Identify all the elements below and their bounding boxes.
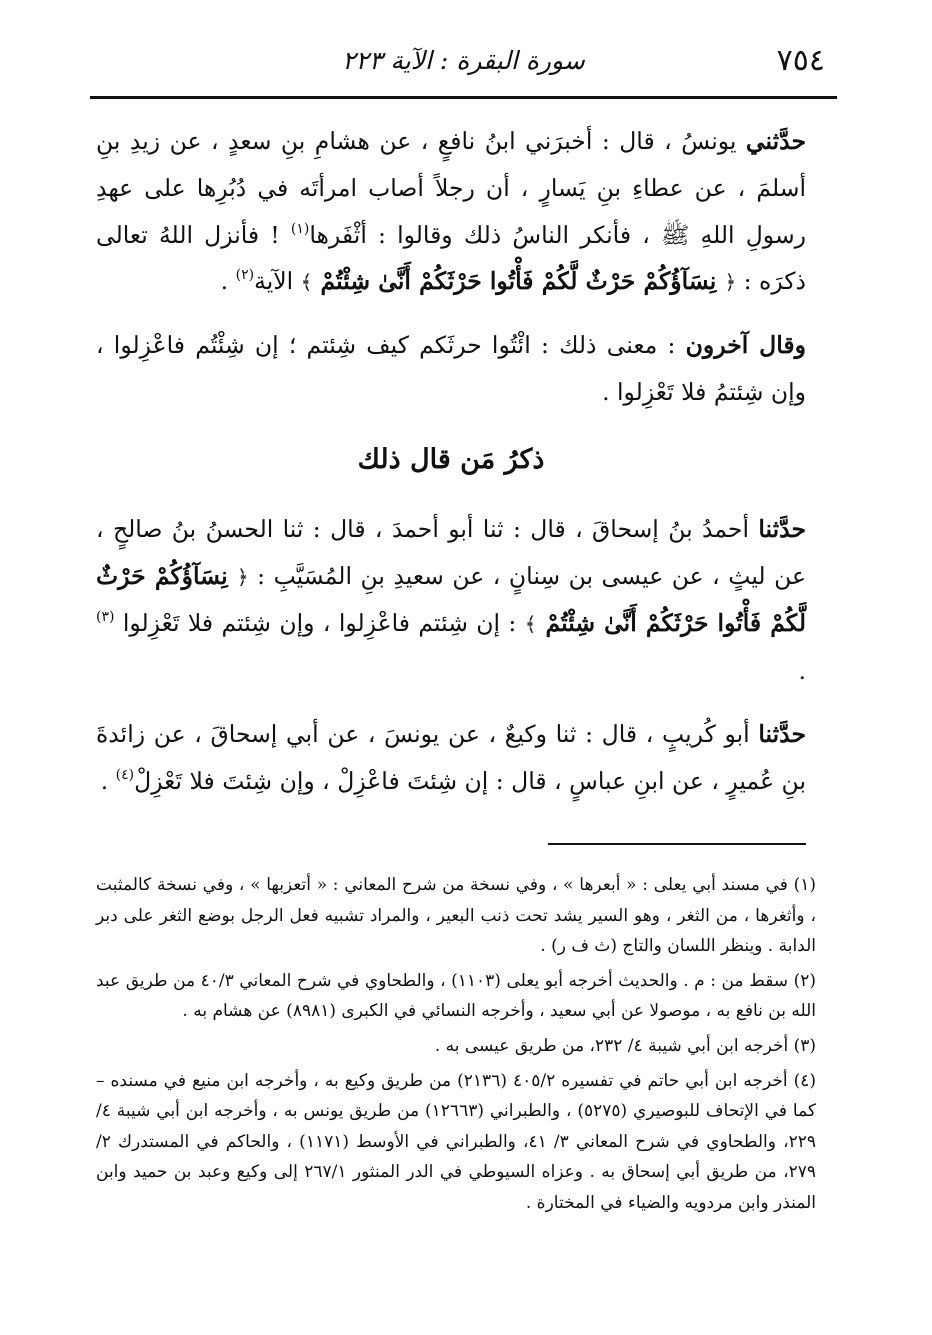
paragraph-lead: حدَّثنا — [758, 719, 806, 748]
header-rule — [90, 96, 837, 99]
paragraph-text: . — [100, 766, 116, 795]
paragraph-lead: حدَّثني — [745, 127, 806, 155]
quran-bracket-open: ﴿ — [724, 270, 737, 295]
running-title: سورة البقرة : الآية ٢٢٣ — [342, 46, 585, 75]
section-heading: ذكرُ مَن قال ذلك — [357, 443, 545, 475]
footnote-ref-2: (٢) — [235, 267, 255, 284]
paragraph-text: . — [220, 267, 236, 296]
paragraph-lead: حدَّثنا — [758, 514, 806, 543]
paragraph-text: يونسُ ، قال : أخبرَني ابنُ نافعٍ ، عن هشامِ بنِ سعدٍ ، عن زيدِ بنِ أسلمَ ، عن عطاءِ بنِ يَسارٍ ، أن رجلاً أصاب امرأتَه في دُبُرِها على عهدِ رسولِ اللهِ ﷺ ، فأنكر الناسُ ذلك وقالوا : أثْفَرها — [96, 127, 806, 249]
footnote-ref-3: (٣) — [96, 609, 115, 626]
paragraph-text: أحمدُ بنُ إسحاقَ ، قال : ثنا أبو أحمدَ ، قال : ثنا الحسنُ بنُ صالحٍ ، عن ليثٍ ، عن عيسى بن سِنانٍ ، عن سعيدِ بنِ المُسَيَّبِ : — [96, 514, 806, 590]
footnote-ref-1: (١) — [290, 220, 310, 237]
footnote-3: (٣) أخرجه ابن أبي شيبة ٤/ ٢٣٢، من طريق عيسى به . — [434, 1035, 816, 1056]
main-text — [96, 118, 806, 821]
footnote-ref-4: (٤) — [115, 766, 135, 783]
paragraph-3 — [96, 506, 806, 695]
paragraph-2 — [96, 322, 806, 416]
paragraph-text: : معنى ذلك : ائْتُوا حرثَكم كيف شِئتم ؛ إن شِئْتُم فاعْزِلوا ، وإن شِئتمُ فلا تَعْزِلوا . — [96, 331, 806, 406]
footnote-1: (١) في مسند أبي يعلى : « أبعرها » ، وفي نسخة من شرح المعاني : « أتعزبها » ، وفي نسخة كالمثبت ، وأثغرها ، من الثغر ، وهو السير يشد تحت ذنب البعير ، والمراد تشبيه فعل الرجل بوضع الثغر على دبر الدابة . وينظر اللسان والتاج (ث ف ر) . — [96, 875, 816, 957]
page-number: ٧٥٤ — [776, 43, 825, 78]
paragraph-lead: وقال آخرون — [685, 331, 806, 360]
paragraph-text: : إن شِئتم فاعْزِلوا ، وإن شِئتم فلا تَعْزِلوا — [114, 609, 525, 638]
paragraph-text: الآية — [254, 267, 301, 296]
paragraph-1 — [96, 118, 806, 306]
footnote-4: (٤) أخرجه ابن أبي حاتم في تفسيره ٤٠٥/٢ (٢١٣٦) من طريق وكيع به ، وأخرجه ابن منيع في مسنده – كما في الإتحاف للبوصيري (٥٢٧٥) ، والطبراني (١٢٦٦٣) من طريق يونس به ، وأخرجه ابن أبي شيبة ٤/ ٢٢٩، والطحاوي في شرح المعاني ٣/ ٤١، والطبراني في الأوسط (١١٧١) ، والحاكم في المستدرك ٢/ ٢٧٩، من طريق أبي إسحاق به . وعزاه السيوطي في الدر المنثور ٢٦٧/١ إلى وكيع وعبد بن حميد وابن المنذر وابن مردويه والضياء في المختارة . — [96, 1070, 817, 1213]
footnote-rule — [548, 843, 806, 845]
paragraph-text: أبو كُريبٍ ، قال : ثنا وكيعٌ ، عن يونسَ ، عن أبي إسحاقَ ، عن زائدةَ بنِ عُميرٍ ، عن ابنِ عباسٍ ، قال : إن شِئتَ فاعْزِلْ ، وإن شِئتَ فلا تَعْزِلْ — [96, 719, 806, 795]
paragraph-text: ! فأنزل اللهُ تعالى ذكرَه : — [96, 220, 806, 296]
paragraph-text: . — [798, 657, 806, 686]
paragraph-4 — [96, 711, 806, 805]
footnote-2: (٢) سقط من : م . والحديث أخرجه أبو يعلى (١١٠٣) ، والطحاوي في شرح المعاني ٤٠/٣ من طريق عبد الله بن نافع به ، موصولا عن أبي سعيد ، وأخرجه النسائي في الكبرى (٨٩٨١) عن هشام به . — [96, 970, 816, 1022]
quran-bracket-close: ﴾ — [300, 270, 313, 295]
quran-verse: نِسَآؤُكُمْ حَرْثٌ لَّكُمْ فَأْتُوا حَرْثَكُمْ أَنَّىٰ شِئْتُمْ — [96, 561, 806, 638]
quran-bracket-close: ﴾ — [524, 612, 537, 637]
page-header — [90, 42, 837, 94]
quran-bracket-open: ﴿ — [236, 564, 249, 589]
quran-verse: نِسَآؤُكُمْ حَرْثٌ لَّكُمْ فَأْتُوا حَرْثَكُمْ أَنَّىٰ شِئْتُمْ — [312, 267, 725, 296]
footnotes — [96, 870, 816, 1223]
